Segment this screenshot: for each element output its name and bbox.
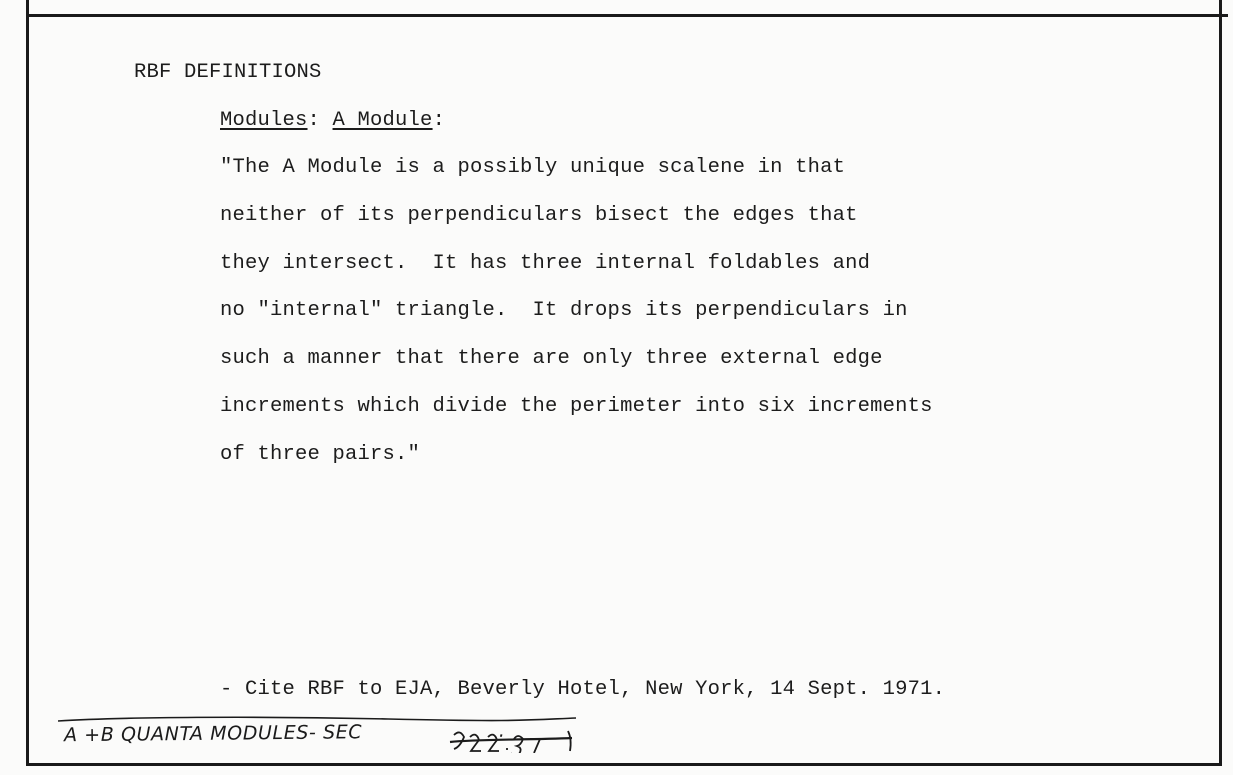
subheading-a-module: A Module — [332, 109, 433, 132]
subheading — [220, 111, 445, 132]
handwritten-note — [64, 720, 506, 747]
definition-line-2: neither of its perpendiculars bisect the edges that — [220, 204, 858, 227]
subheading-separator: : — [307, 109, 333, 132]
definition-line-7: of three pairs." — [220, 443, 421, 466]
definition-line-4: no "internal" triangle. It drops its perpendiculars in — [220, 299, 908, 322]
handwritten-note-text: A +B QUANTA MODULES- SEC — [63, 721, 369, 747]
card-border — [26, 0, 1222, 766]
citation: - Cite RBF to EJA, Beverly Hotel, New York, 14 Sept. 1971. — [220, 678, 946, 701]
card-top-rule — [26, 14, 1228, 17]
definition-line-1: "The A Module is a possibly unique scalene in that — [220, 156, 846, 179]
subheading-modules: Modules — [220, 109, 308, 132]
definition-line-5: such a manner that there are only three external edge — [220, 347, 883, 370]
handwritten-note-period: . — [498, 719, 506, 742]
page-title: RBF DEFINITIONS — [134, 61, 322, 84]
strikethrough-scribble — [448, 727, 578, 753]
definition-line-6: increments which divide the perimeter into six increments — [220, 395, 933, 418]
definition-line-3: they intersect. It has three internal foldables and — [220, 252, 871, 275]
subheading-colon: : — [432, 109, 446, 132]
